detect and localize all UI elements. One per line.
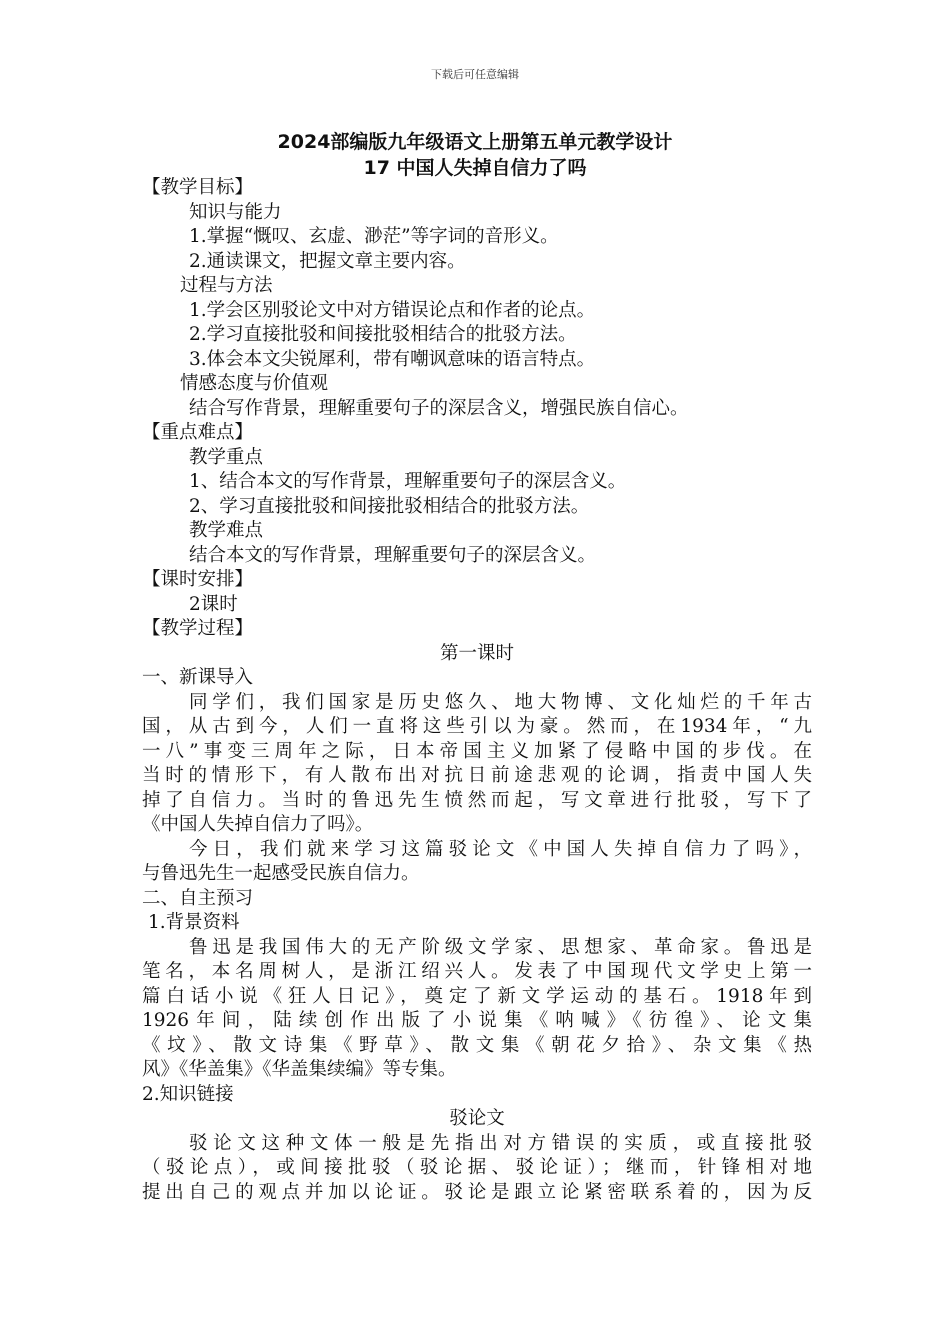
argument-paragraph-line: 提出自己的观点并加以论证。驳论是跟立论紧密联系着的，因为反 bbox=[142, 1181, 812, 1203]
document-title: 2024部编版九年级语文上册第五单元教学设计 bbox=[277, 131, 673, 153]
intro-paragraph-line: 国，从古到今，人们一直将这些引以为豪。然而，在1934年，“九 bbox=[142, 716, 812, 737]
background-paragraph-line: 笔名，本名周树人，是浙江绍兴人。发表了中国现代文学史上第一 bbox=[142, 961, 812, 982]
section-heading-objectives: 【教学目标】 bbox=[142, 177, 254, 198]
argument-essay-heading: 驳论文 bbox=[449, 1108, 505, 1129]
intro-paragraph-line: 一八”事变三周年之际，日本帝国主义加紧了侵略中国的步伐。在 bbox=[142, 740, 812, 762]
objective-item: 2.通读课文，把握文章主要内容。 bbox=[189, 250, 466, 272]
subheading-teaching-difficulty: 教学难点 bbox=[189, 520, 264, 541]
subheading-knowledge-ability: 知识与能力 bbox=[189, 201, 282, 223]
background-paragraph-line: 《坟》、散文诗集《野草》、散文集《朝花夕拾》、杂文集《热 bbox=[142, 1034, 812, 1056]
objective-item: 1.掌握“慨叹、玄虚、渺茫”等字词的音形义。 bbox=[189, 226, 559, 247]
subheading-background: 1.背景资料 bbox=[148, 912, 240, 933]
focus-item: 1、结合本文的写作背景，理解重要句子的深层含义。 bbox=[189, 471, 627, 492]
schedule-value: 2课时 bbox=[189, 593, 238, 615]
background-paragraph-line: 鲁迅是我国伟大的无产阶级文学家、思想家、革命家。鲁迅是 bbox=[189, 936, 812, 958]
subheading-knowledge-link: 2.知识链接 bbox=[142, 1083, 234, 1105]
subheading-process-method: 过程与方法 bbox=[180, 275, 273, 296]
section-heading-process: 【教学过程】 bbox=[142, 618, 254, 639]
part-heading-self-study: 二、自主预习 bbox=[142, 887, 254, 909]
download-note: 下载后可任意编辑 bbox=[431, 68, 519, 81]
intro-paragraph-line: 《中国人失掉自信力了吗》。 bbox=[142, 814, 374, 835]
section-heading-key-points: 【重点难点】 bbox=[142, 422, 254, 443]
background-paragraph-line: 1926年间，陆续创作出版了小说集《呐喊》《彷徨》、论文集 bbox=[142, 1010, 812, 1031]
subheading-teaching-focus: 教学重点 bbox=[189, 446, 264, 468]
objective-item: 1.学会区别驳论文中对方错误论点和作者的论点。 bbox=[189, 299, 596, 321]
focus-item: 2、学习直接批驳和间接批驳相结合的批驳方法。 bbox=[189, 495, 590, 517]
intro-paragraph-line: 当时的情形下，有人散布出对抗日前途悲观的论调，指责中国人失 bbox=[142, 765, 812, 786]
part-heading-introduction: 一、新课导入 bbox=[142, 667, 254, 688]
section-heading-schedule: 【课时安排】 bbox=[142, 569, 254, 590]
document-body bbox=[142, 176, 812, 1205]
argument-paragraph-line: （驳论点），或间接批驳（驳论据、驳论证）；继而，针锋相对地 bbox=[142, 1157, 812, 1178]
objective-item: 3.体会本文尖锐犀利，带有嘲讽意味的语言特点。 bbox=[189, 348, 596, 370]
intro-paragraph-line: 掉了自信力。当时的鲁迅先生愤然而起，写文章进行批驳，写下了 bbox=[142, 789, 812, 811]
objective-item: 结合写作背景，理解重要句子的深层含义，增强民族自信心。 bbox=[189, 397, 689, 419]
lesson-one-heading: 第一课时 bbox=[439, 642, 514, 664]
subheading-attitude-values: 情感态度与价值观 bbox=[180, 373, 329, 394]
background-paragraph-line: 篇白话小说《狂人日记》，奠定了新文学运动的基石。1918年到 bbox=[142, 985, 812, 1007]
lesson-title: 17 中国人失掉自信力了吗 bbox=[363, 157, 587, 179]
intro-paragraph-line: 同学们，我们国家是历史悠久、地大物博、文化灿烂的千年古 bbox=[189, 691, 812, 713]
background-paragraph-line: 风》《华盖集》《华盖集续编》等专集。 bbox=[142, 1059, 457, 1080]
argument-paragraph-line: 驳论文这种文体一般是先指出对方错误的实质，或直接批驳 bbox=[189, 1132, 812, 1154]
objective-item: 2.学习直接批驳和间接批驳相结合的批驳方法。 bbox=[189, 324, 577, 345]
intro-paragraph-line: 与鲁迅先生一起感受民族自信力。 bbox=[142, 863, 420, 884]
difficulty-item: 结合本文的写作背景，理解重要句子的深层含义。 bbox=[189, 544, 597, 566]
intro-paragraph-line: 今日，我们就来学习这篇驳论文《中国人失掉自信力了吗》， bbox=[189, 838, 812, 860]
